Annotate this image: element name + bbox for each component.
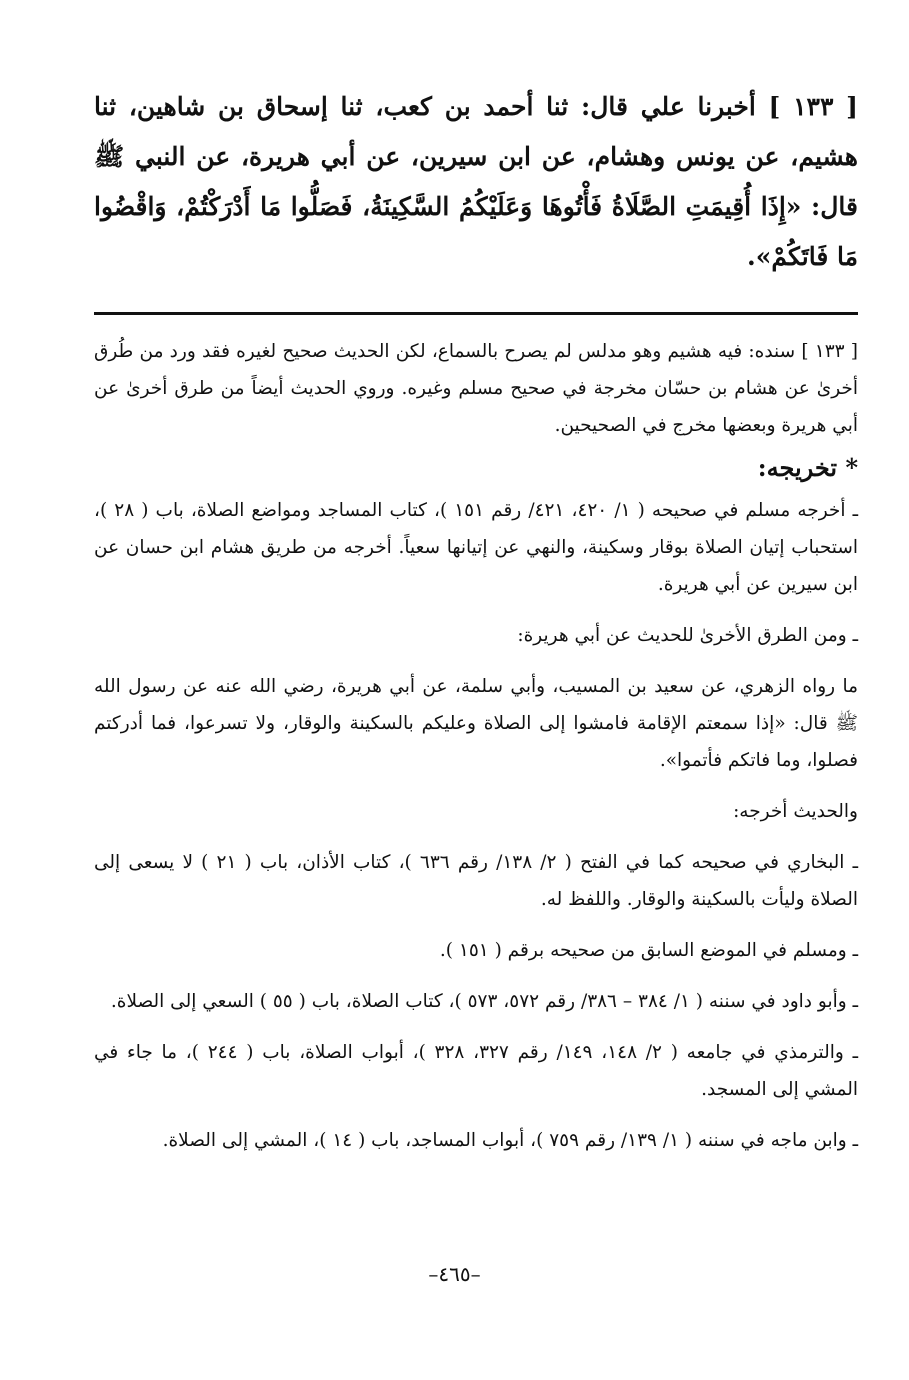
footnote-abu-dawud: ـ وأبو داود في سننه ( ١/ ٣٨٤ – ٣٨٦/ رقم ٥٧٢، ٥٧٣ )، كتاب الصلاة، باب ( ٥٥ ) السعي إلى الصلاة. <box>110 991 858 1012</box>
footnote-other-routes: ـ ومن الطرق الأخرىٰ للحديث عن أبي هريرة: <box>517 625 858 646</box>
takhrij-heading: * تخريجه: <box>757 453 858 482</box>
footnote-zuhri-route: ما رواه الزهري، عن سعيد بن المسيب، وأبي سلمة، عن أبي هريرة، رضي الله عنه عن رسول الله ﷺ قال: «إذا سمعتم الإقامة فامشوا إلى الصلاة وعليكم بالسكينة والوقار، ولا تسرعوا، فما أدركتم فصلوا، وما فاتكم فأتموا». <box>94 676 858 771</box>
footnote-divider <box>94 312 858 315</box>
footnote-bukhari: ـ البخاري في صحيحه كما في الفتح ( ٢/ ١٣٨/ رقم ٦٣٦ )، كتاب الأذان، باب ( ٢١ ) لا يسعى إلى الصلاة وليأت بالسكينة والوقار. واللفظ له. <box>94 852 858 910</box>
footnote-ibn-majah: ـ وابن ماجه في سننه ( ١/ ١٣٩/ رقم ٧٥٩ )، أبواب المساجد، باب ( ١٤ )، المشي إلى الصلاة. <box>162 1130 858 1151</box>
page-body <box>94 82 858 1159</box>
footnote-muslim-second: ـ ومسلم في الموضع السابق من صحيحه برقم ( ١٥١ ). <box>439 940 858 961</box>
footnote-muslim: ـ أخرجه مسلم في صحيحه ( ١/ ٤٢٠، ٤٢١/ رقم ١٥١ )، كتاب المساجد ومواضع الصلاة، باب ( ٢٨ )، استحباب إتيان الصلاة بوقار وسكينة، والنهي عن إتيانها سعياً. أخرجه من طريق هشام ابن حسان عن ابن سيرين عن أبي هريرة. <box>94 500 858 595</box>
footnote-tirmidhi: ـ والترمذي في جامعه ( ٢/ ١٤٨، ١٤٩/ رقم ٣٢٧، ٣٢٨ )، أبواب الصلاة، باب ( ٢٤٤ )، ما جاء في المشي إلى المسجد. <box>94 1042 858 1100</box>
page-number: –٤٦٥– <box>428 1262 481 1286</box>
hadith-main-text: [ ١٣٣ ] أخبرنا علي قال: ثنا أحمد بن كعب، ثنا إسحاق بن شاهين، ثنا هشيم، عن يونس وهشام، عن ابن سيرين، عن أبي هريرة، عن النبي ﷺ قال: «إِذَا أُقِيمَتِ الصَّلَاةُ فَأْتُوهَا وَعَلَيْكُمُ السَّكِينَةُ، فَصَلُّوا مَا أَدْرَكْتُمْ، وَاقْضُوا مَا فَاتَكُمْ». <box>94 92 858 271</box>
footnote-isnad: [ ١٣٣ ] سنده: فيه هشيم وهو مدلس لم يصرح بالسماع، لكن الحديث صحيح لغيره فقد ورد من طُرق أخرىٰ عن هشام بن حسّان مخرجة في صحيح مسلم وغيره. وروي الحديث أيضاً من طرق أخرىٰ عن أبي هريرة وبعضها مخرج في الصحيحين. <box>94 341 859 436</box>
footnote-takhrij-intro: والحديث أخرجه: <box>733 801 858 822</box>
